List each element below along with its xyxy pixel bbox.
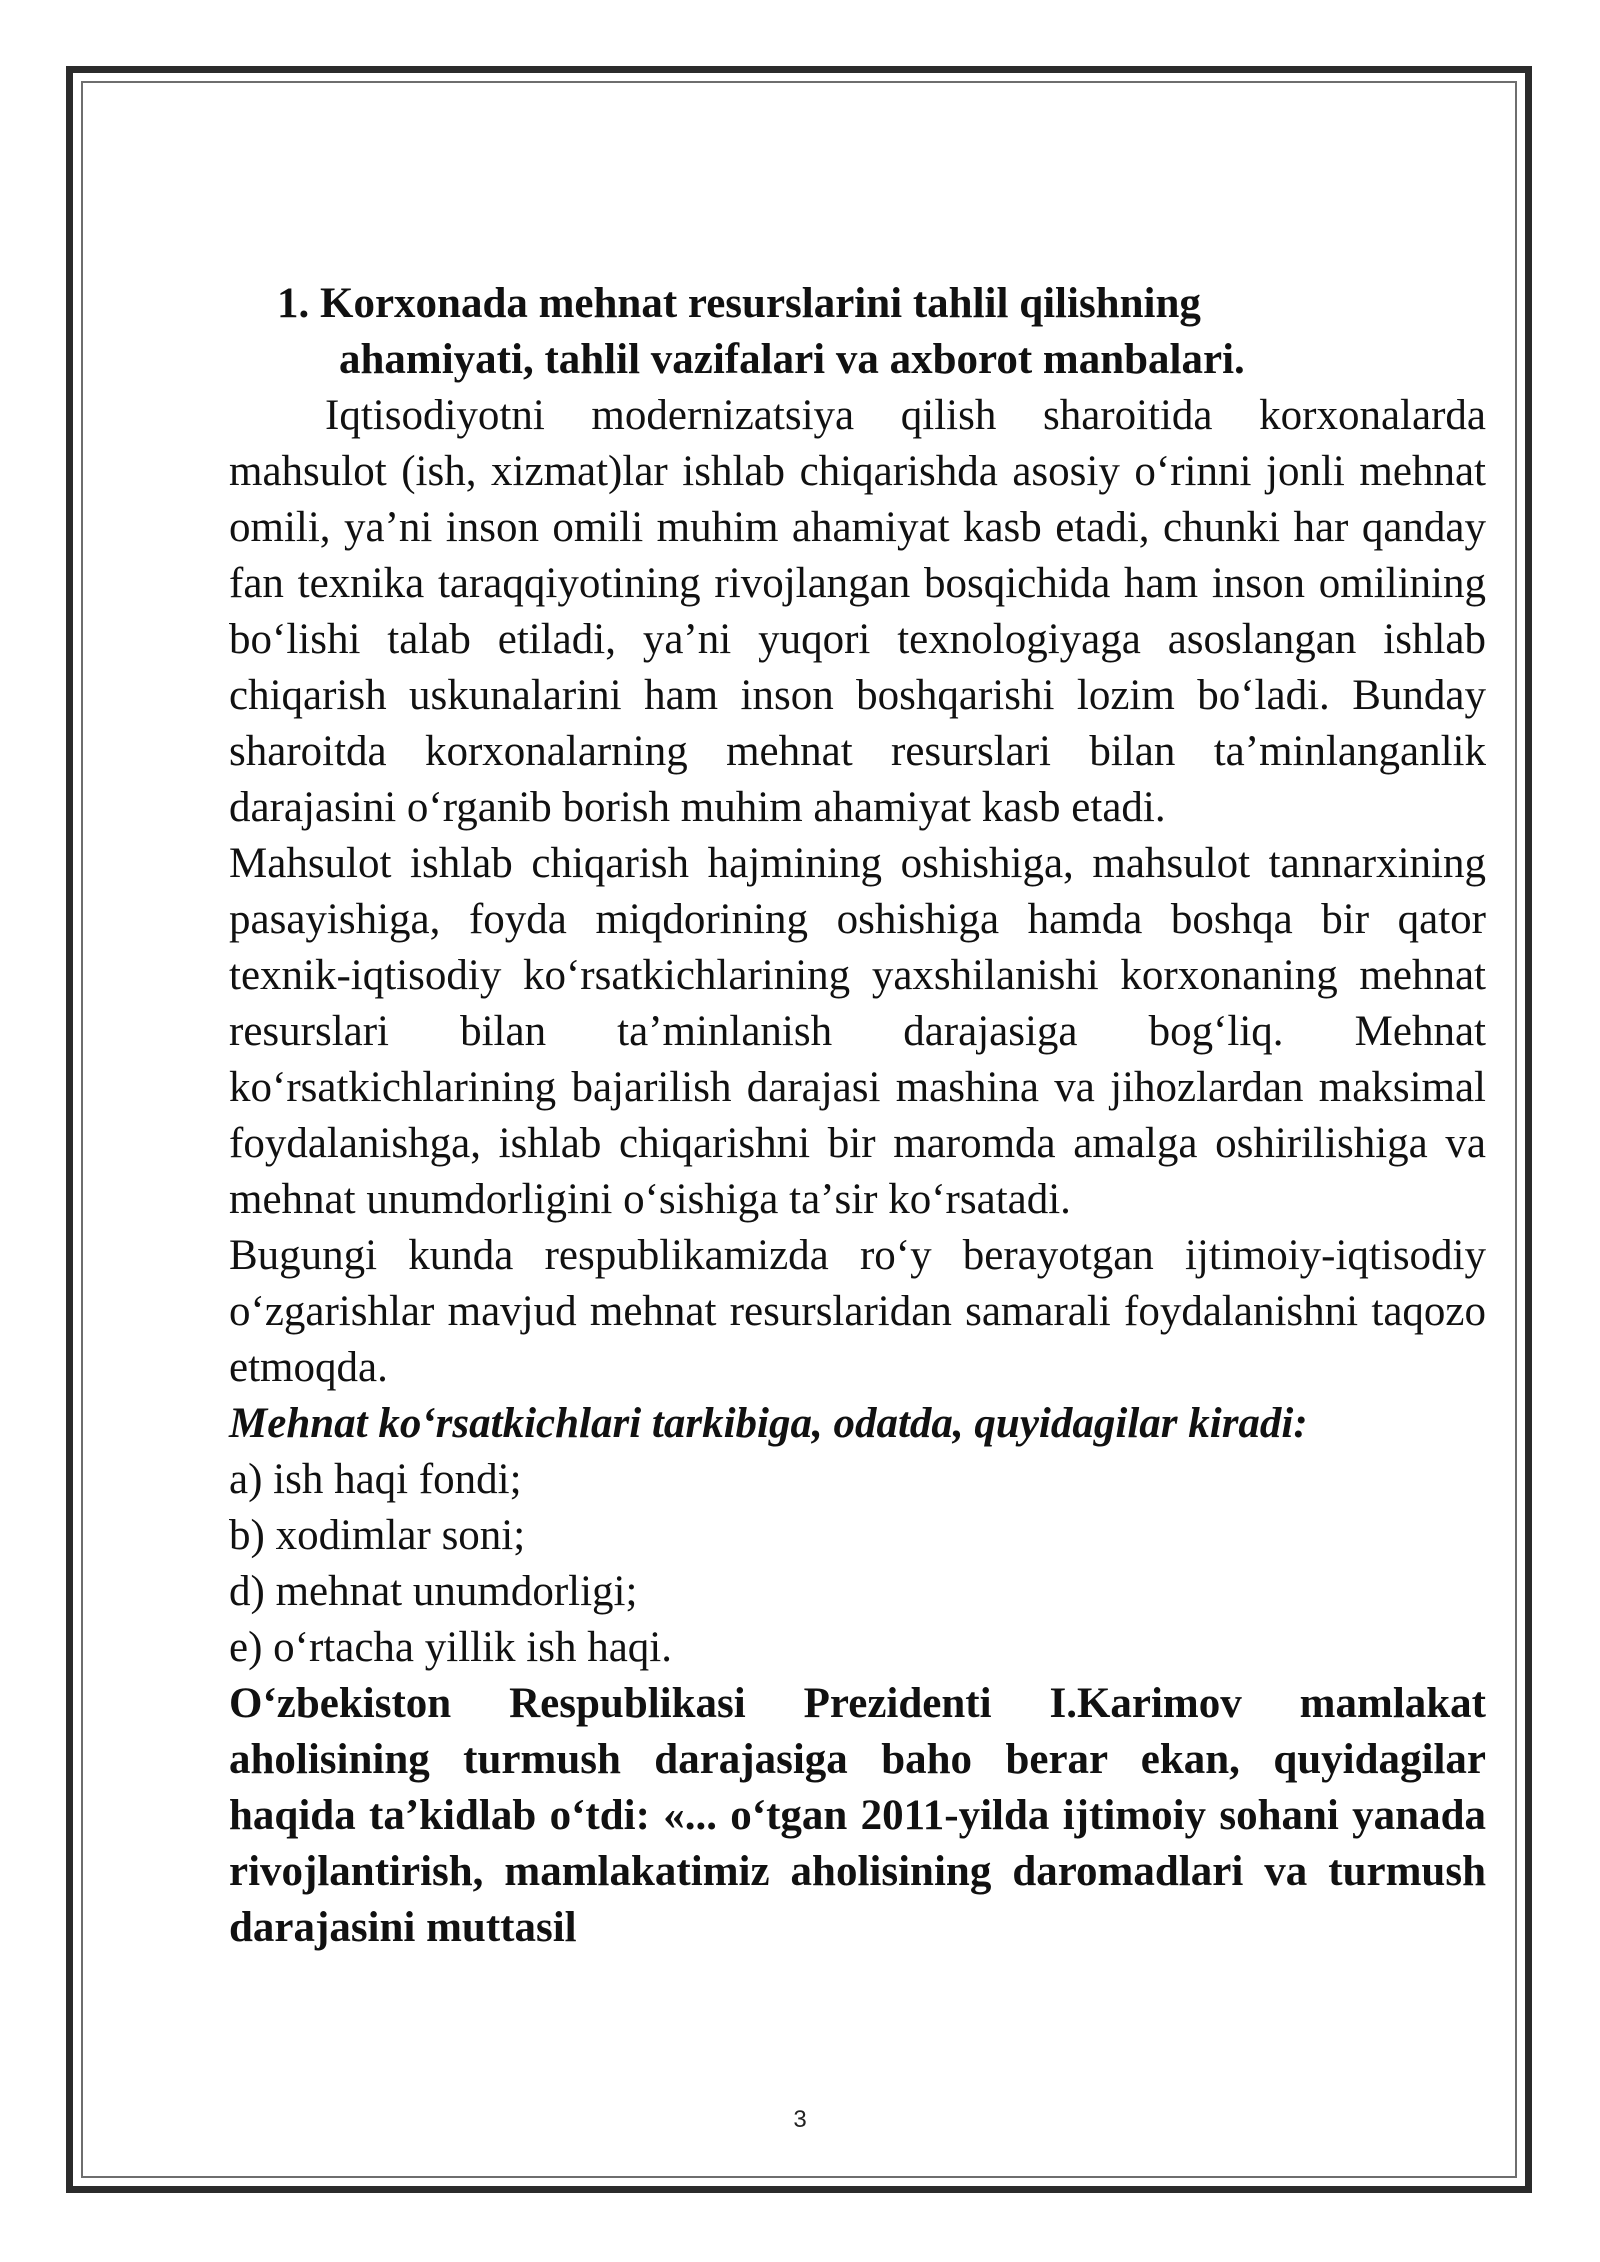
paragraph-today: Bugungi kunda respublikamizda roʻy berayotgan ijtimoiy-iqtisodiy oʻzgarishlar mavjud mehnat resurslaridan samarali foydalanishni taqozo etmoqda. [229, 1232, 1486, 1391]
list-item: e) oʻrtacha yillik ish haqi. [229, 1624, 672, 1671]
list-title: Mehnat koʻrsatkichlari tarkibiga, odatda, quyidagilar kiradi: [229, 1400, 1308, 1447]
list-item: d) mehnat unumdorligi; [229, 1568, 638, 1615]
president-quote: Oʻzbekiston Respublikasi Prezidenti I.Karimov mamlakat aholisining turmush darajasiga baho berar ekan, quyidagilar haqida taʼkidlab oʻtdi: «... oʻtgan 2011-yilda ijtimoiy sohani yanada rivojlantirish, mamlakatimiz aholisining daromadlari va turmush darajasini muttasil [229, 1680, 1486, 1951]
heading-line-2: ahamiyati, tahlil vazifalari va axborot manbalari. [339, 336, 1245, 383]
list-item: a) ish haqi fondi; [229, 1456, 522, 1503]
page-number: 3 [793, 2106, 807, 2133]
list-item: b) xodimlar soni; [229, 1512, 526, 1559]
section-heading [229, 276, 1486, 388]
paragraph-production: Mahsulot ishlab chiqarish hajmining oshishiga, mahsulot tannarxining pasayishiga, foyda miqdorining oshishiga hamda boshqa bir qator texnik-iqtisodiy koʻrsatkichlarining yaxshilanishi korxonaning mehnat resurslari bilan taʼminlanish darajasiga bogʻliq. Mehnat koʻrsatkichlarining bajarilish darajasi mashina va jihozlardan maksimal foydalanishga, ishlab chiqarishni bir maromda amalga oshirilishiga va mehnat unumdorligini oʻsishiga taʼsir koʻrsatadi. [229, 840, 1486, 1223]
paragraph-intro: Iqtisodiyotni modernizatsiya qilish sharoitida korxonalarda mahsulot (ish, xizmat)lar ishlab chiqarishda asosiy oʻrinni jonli mehnat omili, yaʼni inson omili muhim ahamiyat kasb etadi, chunki har qanday fan texnika taraqqiyotining rivojlangan bosqichida ham inson omilining boʻlishi talab etiladi, yaʼni yuqori texnologiyaga asoslangan ishlab chiqarish uskunalarini ham inson boshqarishi lozim boʻladi. Bunday sharoitda korxonalarning mehnat resurslari bilan taʼminlanganlik darajasini oʻrganib borish muhim ahamiyat kasb etadi. [229, 392, 1486, 831]
document-body [229, 276, 1486, 1956]
heading-line-1: 1. Korxonada mehnat resurslarini tahlil qilishning [277, 280, 1201, 327]
